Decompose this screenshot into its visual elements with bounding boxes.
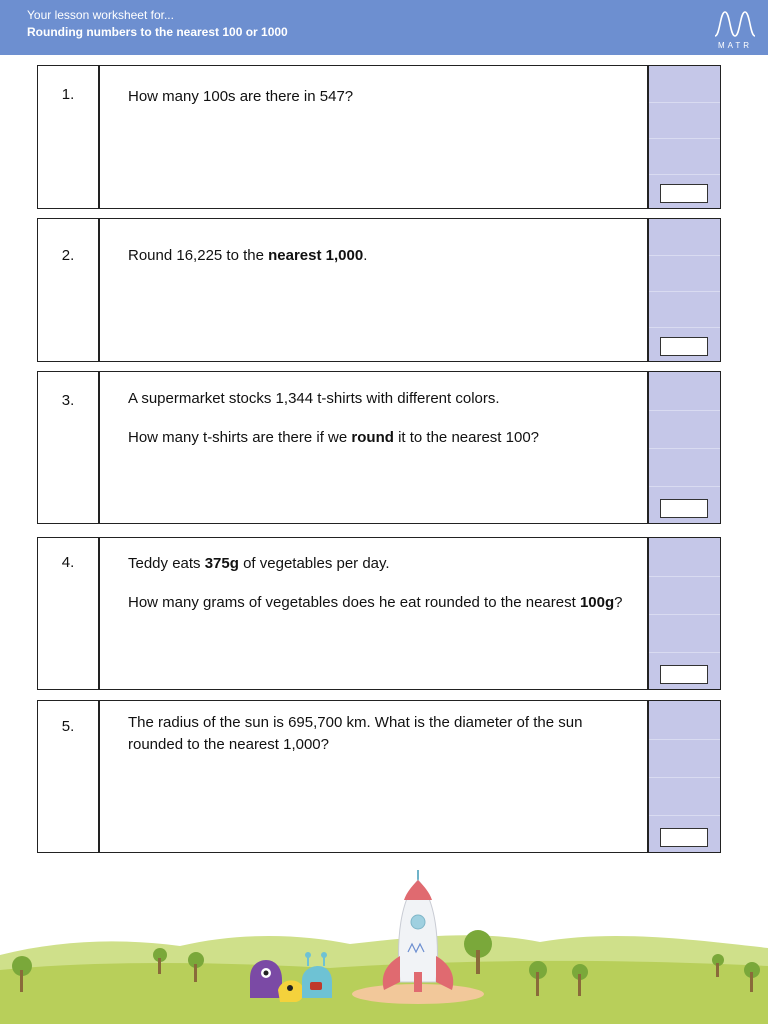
question-number: 4. bbox=[61, 554, 75, 571]
question-1 bbox=[37, 65, 721, 209]
question-line: The radius of the sun is 695,700 km. What is the diameter of the sun rounded to the nearest 1,000? bbox=[128, 714, 583, 753]
question-number: 5. bbox=[61, 718, 75, 735]
answer-column bbox=[647, 66, 720, 208]
lesson-title: Rounding numbers to the nearest 100 or 1000 bbox=[27, 25, 288, 39]
landscape-illustration bbox=[0, 860, 768, 1024]
question-4 bbox=[37, 537, 721, 690]
question-number-cell bbox=[38, 66, 100, 208]
answer-column bbox=[647, 701, 720, 852]
answer-box[interactable] bbox=[660, 828, 708, 847]
text-run: Round 16,225 to the bbox=[128, 247, 269, 264]
worksheet-header bbox=[0, 0, 768, 55]
text-bold: 375g bbox=[204, 555, 239, 572]
text-run: Teddy eats bbox=[128, 555, 205, 572]
question-number: 2. bbox=[61, 247, 75, 264]
question-number-cell bbox=[38, 219, 100, 361]
answer-box[interactable] bbox=[660, 499, 708, 518]
question-line: A supermarket stocks 1,344 t-shirts with different colors. bbox=[128, 390, 500, 407]
answer-column bbox=[647, 372, 720, 523]
text-run: of vegetables per day. bbox=[238, 555, 390, 572]
question-text bbox=[128, 553, 630, 631]
text-run: it to the nearest 100? bbox=[393, 429, 540, 446]
text-run: How many t-shirts are there if we bbox=[128, 429, 352, 446]
question-2 bbox=[37, 218, 721, 362]
question-5 bbox=[37, 700, 721, 853]
text-run: How many grams of vegetables does he eat rounded to the nearest bbox=[128, 594, 580, 611]
question-number-cell bbox=[38, 701, 100, 852]
answer-box[interactable] bbox=[660, 665, 708, 684]
logo-text: MATR bbox=[718, 41, 753, 50]
question-number-cell bbox=[38, 372, 100, 523]
text-bold: round bbox=[351, 429, 394, 446]
text-bold: 100g bbox=[579, 594, 615, 611]
text-bold: nearest 1,000 bbox=[268, 247, 364, 264]
answer-box[interactable] bbox=[660, 184, 708, 203]
question-text bbox=[128, 86, 630, 125]
question-3 bbox=[37, 371, 721, 524]
question-text bbox=[128, 712, 630, 773]
question-number: 3. bbox=[61, 392, 75, 409]
header-subtitle: Your lesson worksheet for... bbox=[27, 8, 174, 22]
question-number-cell bbox=[38, 538, 100, 689]
answer-column bbox=[647, 219, 720, 361]
question-number: 1. bbox=[61, 86, 75, 103]
text-run: ? bbox=[614, 594, 623, 611]
answer-box[interactable] bbox=[660, 337, 708, 356]
question-line: How many 100s are there in 547? bbox=[128, 88, 354, 105]
answer-column bbox=[647, 538, 720, 689]
question-text bbox=[128, 388, 630, 466]
question-text bbox=[128, 245, 630, 284]
text-run: . bbox=[363, 247, 368, 264]
